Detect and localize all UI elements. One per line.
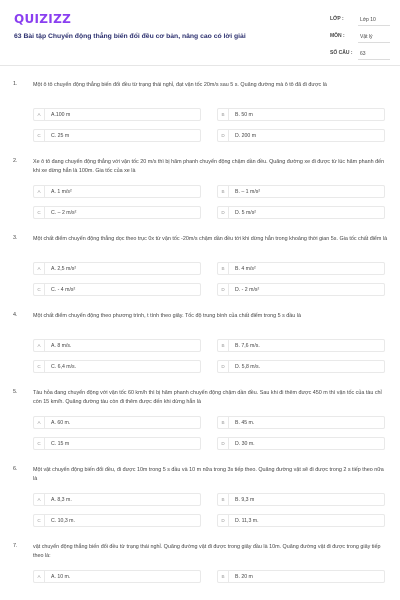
option-key: A <box>34 340 45 351</box>
option-text: C. 6,4 m/s. <box>51 363 77 370</box>
question-item <box>0 232 400 309</box>
answer-option-b[interactable] <box>217 339 385 352</box>
option-key: B <box>218 109 229 120</box>
meta-row-subject <box>330 31 390 48</box>
option-key: D <box>218 284 229 295</box>
question-item <box>0 78 400 155</box>
answer-option-d[interactable] <box>217 129 385 142</box>
option-key: B <box>218 494 229 505</box>
question-number: 7. <box>13 543 18 549</box>
option-key: A <box>34 263 45 274</box>
answer-option-b[interactable] <box>217 262 385 275</box>
option-text: C. – 2 m/s² <box>51 209 77 216</box>
question-item <box>0 540 400 600</box>
option-text: A. 2,5 m/s² <box>51 265 77 272</box>
question-text: Xe ô tô đang chuyển động thẳng với vận tốc 20 m/s thì bị hãm phanh chuyển động chậm dần đều. Quãng đường xe đi được từ lúc hãm phanh đến khi xe dừng hẳn là 100m. Gia tốc của xe là <box>33 159 385 174</box>
meta-value: 63 <box>358 49 390 60</box>
option-text: B. 4 m/s² <box>235 265 256 272</box>
option-text: A. 60 m. <box>51 419 71 426</box>
option-text: D. 30 m. <box>235 440 255 447</box>
answer-option-d[interactable] <box>217 360 385 373</box>
meta-label: SỐ CÂU : <box>330 50 353 56</box>
option-text: B. 7,6 m/s. <box>235 342 260 349</box>
answer-option-a[interactable] <box>33 339 201 352</box>
answer-option-a[interactable] <box>33 262 201 275</box>
question-text: vật chuyển động thẳng biến đổi đều từ trạng thái nghỉ. Quãng đường vật đi được trong giây đầu là 10m. Quãng đường vật đi được trong giây tiếp theo là: <box>33 544 381 559</box>
answer-option-c[interactable] <box>33 283 201 296</box>
answer-option-a[interactable] <box>33 493 201 506</box>
answer-option-d[interactable] <box>217 283 385 296</box>
question-text: Một vật chuyển động biến đổi đều, đi được 10m trong 5 s đầu và 10 m nữa trong 3s tiếp theo. Quãng đường vật sẽ đi được trong 2 s tiếp theo nữa là <box>33 467 384 482</box>
option-key: A <box>34 571 45 582</box>
option-key: C <box>34 361 45 372</box>
option-key: B <box>218 263 229 274</box>
document-header <box>0 0 400 66</box>
option-key: B <box>218 571 229 582</box>
option-key: A <box>34 494 45 505</box>
option-text: B. 20 m <box>235 573 253 580</box>
question-item <box>0 386 400 463</box>
option-text: D. 11,3 m. <box>235 517 259 524</box>
option-key: C <box>34 207 45 218</box>
option-key: D <box>218 361 229 372</box>
option-text: B. 45 m. <box>235 419 255 426</box>
question-item <box>0 155 400 232</box>
question-text: Một ô tô chuyển động thẳng biến đổi đều từ trạng thái nghỉ, đạt vận tốc 20m/s sau 5 s. Quãng đường mà ô tô đã đi được là <box>33 82 327 88</box>
option-text: D. 5,8 m/s. <box>235 363 261 370</box>
option-text: A. 8 m/s. <box>51 342 72 349</box>
meta-value: Lớp 10 <box>358 15 390 26</box>
option-text: A.100 m <box>51 111 71 118</box>
question-item <box>0 309 400 386</box>
answer-option-c[interactable] <box>33 206 201 219</box>
answer-option-c[interactable] <box>33 437 201 450</box>
meta-label: LỚP : <box>330 16 344 22</box>
question-number: 3. <box>13 235 18 241</box>
answer-option-a[interactable] <box>33 570 201 583</box>
answer-option-b[interactable] <box>217 493 385 506</box>
option-text: A. 8,3 m. <box>51 496 72 503</box>
question-number: 2. <box>13 158 18 164</box>
question-text: Một chất điểm chuyển động theo phương trình, t tính theo giây. Tốc độ trung bình của chất điểm trong 5 s đầu là <box>33 313 301 319</box>
option-text: C. 10,3 m. <box>51 517 75 524</box>
answer-option-a[interactable] <box>33 185 201 198</box>
answer-option-d[interactable] <box>217 206 385 219</box>
question-number: 5. <box>13 389 18 395</box>
answer-option-d[interactable] <box>217 437 385 450</box>
option-text: B. – 1 m/s² <box>235 188 261 195</box>
question-text: Một chất điểm chuyển động thẳng dọc theo trục 0x từ vận tốc -20m/s chậm dần đều tới khi dừng hẳn trong khoảng thời gian 5s. Gia tốc chất điểm là <box>33 236 388 242</box>
option-text: D. 5 m/s² <box>235 209 257 216</box>
document-title: 63 Bài tập Chuyển động thẳng biến đổi đều cơ bản, nâng cao có lời giải <box>14 33 246 40</box>
option-key: D <box>218 207 229 218</box>
answer-option-b[interactable] <box>217 416 385 429</box>
option-text: A. 10 m. <box>51 573 71 580</box>
option-key: A <box>34 186 45 197</box>
option-text: D. - 2 m/s² <box>235 286 260 293</box>
option-text: B. 9,3 m <box>235 496 255 503</box>
quizizz-logo: QUIZIZZ <box>14 12 72 26</box>
option-key: A <box>34 109 45 120</box>
answer-option-a[interactable] <box>33 108 201 121</box>
answer-option-d[interactable] <box>217 514 385 527</box>
option-text: C. - 4 m/s² <box>51 286 76 293</box>
option-text: B. 50 m <box>235 111 253 118</box>
option-key: C <box>34 515 45 526</box>
meta-value: Vật lý <box>358 32 390 43</box>
meta-info <box>330 14 390 65</box>
option-key: A <box>34 417 45 428</box>
option-key: D <box>218 515 229 526</box>
option-text: C. 25 m <box>51 132 70 139</box>
question-number: 4. <box>13 312 18 318</box>
option-key: D <box>218 438 229 449</box>
meta-label: MÔN : <box>330 33 345 39</box>
option-key: D <box>218 130 229 141</box>
question-item <box>0 463 400 540</box>
question-text: Tàu hỏa đang chuyển động với vận tốc 60 km/h thì bị hãm phanh chuyển động chậm dần đều. Sau khi đi thêm được 450 m thì vận tốc của tàu chỉ còn 15 km/h. Quãng đường tàu còn đi thêm được đến khi dừng hẳn là <box>33 390 382 405</box>
question-number: 1. <box>13 81 18 87</box>
option-key: C <box>34 438 45 449</box>
answer-option-c[interactable] <box>33 360 201 373</box>
answer-option-b[interactable] <box>217 108 385 121</box>
option-key: C <box>34 284 45 295</box>
answer-option-c[interactable] <box>33 129 201 142</box>
answer-option-b[interactable] <box>217 570 385 583</box>
answer-option-b[interactable] <box>217 185 385 198</box>
answer-option-c[interactable] <box>33 514 201 527</box>
option-text: A. 1 m/s² <box>51 188 72 195</box>
meta-row-count <box>330 48 390 65</box>
option-key: B <box>218 340 229 351</box>
option-text: C. 15 m <box>51 440 70 447</box>
question-list <box>0 78 400 600</box>
answer-option-a[interactable] <box>33 416 201 429</box>
option-key: B <box>218 186 229 197</box>
option-text: D. 200 m <box>235 132 257 139</box>
option-key: B <box>218 417 229 428</box>
meta-row-class <box>330 14 390 31</box>
question-number: 6. <box>13 466 18 472</box>
option-key: C <box>34 130 45 141</box>
